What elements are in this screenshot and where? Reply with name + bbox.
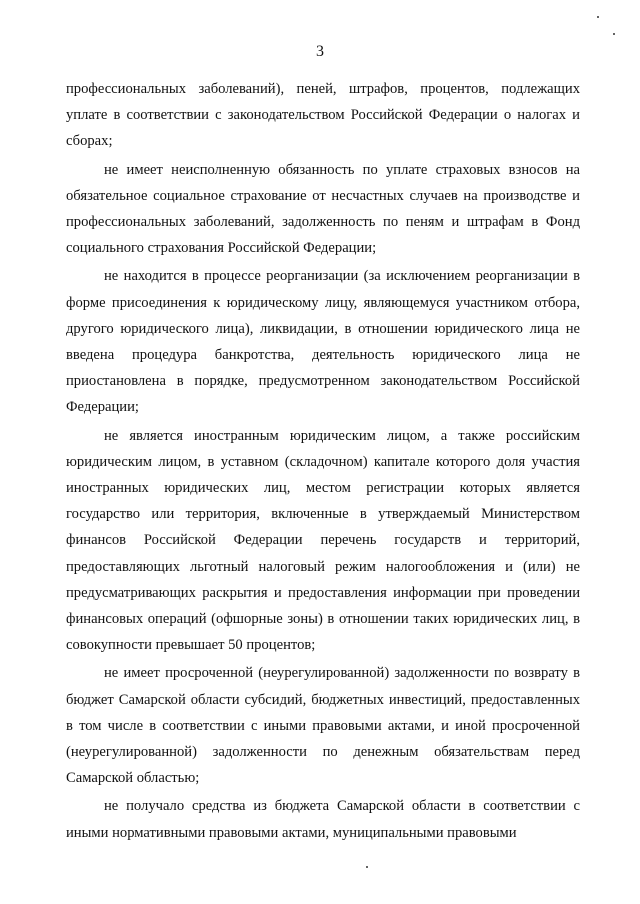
paragraph-budget-funds: не получало средства из бюджета Самарской области в соответствии с иными нормативными правовыми актами, муниципальными правовыми xyxy=(66,798,580,841)
scan-speck xyxy=(366,866,368,868)
paragraph-insurance-contributions: не имеет неисполненную обязанность по уплате страховых взносов на обязательное социальное страхование от несчастных случаев на производстве и профессиональных заболеваний, задолженность по пеням и штрафам в Фонд социального страхования Российской Федерации; xyxy=(66,161,580,257)
paragraph-overdue-debt: не имеет просроченной (неурегулированной) задолженности по возврату в бюджет Самарской области субсидий, бюджетных инвестиций, предоставленных в том числе в соответствии с иными правовыми актами, и иной просроченной (неурегулированной) задолженности по денежным обязательствам перед Самарской областью; xyxy=(66,665,580,787)
paragraph-foreign-entity: не является иностранным юридическим лицом, а также российским юридическим лицом, в уставном (складочном) капитале которого доля участия иностранных юридических лиц, местом регистрации которых является государство или территория, включенные в утверждаемый Министерством финансов Российской Федерации перечень государств и территорий, предоставляющих льготный налоговый режим налогообложения и (или) не предусматривающих раскрытия и предоставления информации при проведении финансовых операций (офшорные зоны) в отношении таких юридических лиц, в совокупности превышает 50 процентов; xyxy=(66,427,580,654)
scan-speck xyxy=(613,33,615,35)
paragraph-reorganization: не находится в процессе реорганизации (за исключением реорганизации в форме присоединения к юридическому лицу, являющемуся участником отбора, другого юридического лица), ликвидации, в отношении юридического лица не введена процедура банкротства, деятельность юридического лица не приостановлена в порядке, предусмотренном законодательством Российской Федерации; xyxy=(66,268,580,416)
document-body xyxy=(66,76,580,846)
page-number: 3 xyxy=(316,43,324,60)
scan-speck xyxy=(597,16,599,18)
paragraph-tax-debts-continuation: профессиональных заболеваний), пеней, штрафов, процентов, подлежащих уплате в соответствии с законодательством Российской Федерации о налогах и сборах; xyxy=(66,81,580,150)
